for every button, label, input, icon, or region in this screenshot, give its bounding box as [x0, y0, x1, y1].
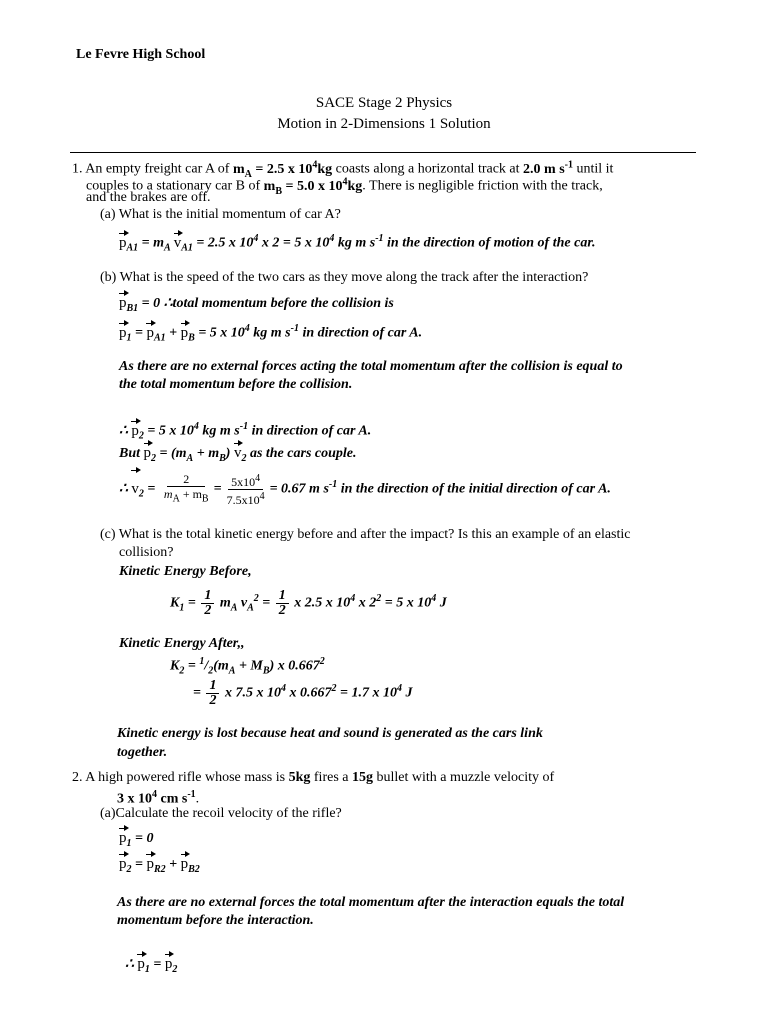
q1a-question: (a) What is the initial momentum of car A?: [100, 207, 341, 222]
ke-after-equation1: $K_2 = ^1/_2(m_A + M_B)$ x 0.667$^2$: [170, 656, 325, 677]
q1b-line1: $p_{B1} = 0$ ∴total momentum before the collision is: [119, 295, 394, 314]
q1a-answer: $p_{A1} = m_A$ $v_{A1} = 2.5$ x $10^4$ x 2 = 5 x $10^4$ kg m $s^{-1}$ in the direction of motion of the car.: [119, 233, 596, 254]
q2a-line1: $p_1 = 0$: [119, 830, 154, 849]
school-name: Le Fevre High School: [76, 47, 206, 62]
ke-after-label: Kinetic Energy After,,: [119, 636, 245, 651]
q2a-question: (a)Calculate the recoil velocity of the rifle?: [100, 806, 342, 821]
ke-after-equation2: = $\frac{1}{2}$ x 7.5 x $10^4$ x $0.667^2 = 1.7$ x $10^4$ J: [193, 677, 413, 708]
q2-intro-line2: 3 x $10^4$ cm $s^{-1}$.: [117, 789, 200, 807]
q1b-para-line2: the total momentum before the collision.: [119, 377, 353, 392]
q1-intro-line2: couples to a stationary car B of $m_B = 5.0$ x $10^4kg$. There is negligible friction with the track,: [86, 176, 603, 197]
q1b-line5: ∴ $v_2$ = $\frac{2}{m_A + m_B}$ = $\frac{5x10^4}{7.5x10^4}$ = 0.67 m $s^{-1}$ in the direction of the initial direction of car A.: [119, 472, 611, 507]
ke-lost-line2: together.: [117, 745, 168, 760]
q2-para-line2: momentum before the interaction.: [117, 913, 314, 928]
divider: [70, 152, 696, 153]
ke-lost-line1: Kinetic energy is lost because heat and sound is generated as the cars link: [117, 726, 543, 741]
q2-intro-line1: 2. A high powered rifle whose mass is 5kg fires a 15g bullet with a muzzle velocity of: [72, 770, 555, 785]
q2-para-line1: As there are no external forces the total momentum after the interaction equals the total: [117, 895, 625, 910]
q1b-question: (b) What is the speed of the two cars as they move along the track after the interaction?: [100, 270, 589, 285]
q1c-question-line1: (c) What is the total kinetic energy before and after the impact? Is this an example of an elastic: [100, 527, 631, 542]
q1b-line2: $p_1 = p_{A1} + p_B = 5$ x $10^4$ kg m $s^{-1}$ in direction of car A.: [119, 323, 423, 344]
q1-intro-line1: 1. An empty freight car A of $m_A = 2.5$ x $10^4kg$ coasts along a horizontal track at 2.0 m $s^{-1}$ until it: [72, 159, 614, 180]
topic-title: Motion in 2-Dimensions 1 Solution: [277, 116, 491, 132]
q2a-line2: $p_2 = p_{R2} + p_{B2}$: [119, 856, 200, 875]
ke-before-equation: $K_1$ = $\frac{1}{2}$ $m_A$ $v_A^2$ = $\frac{1}{2}$ x 2.5 x $10^4$ x $2^2 = 5$ x $10^4$ J: [170, 587, 447, 618]
q1b-para-line1: As there are no external forces acting the total momentum after the collision is equal to: [119, 359, 623, 374]
course-title: SACE Stage 2 Physics: [315, 95, 453, 111]
q2a-line3: ∴ $p_1 = p_2$: [125, 956, 178, 975]
q1-intro-line3: and the brakes are off.: [86, 190, 211, 205]
fraction-momentum-over-mass: $\frac{5x10^4}{7.5x10^4}$: [226, 472, 265, 507]
fraction-2-over-mass: $\frac{2}{m_A + m_B}$: [163, 472, 209, 505]
q1b-line4: But $p_2 = (m_A + m_B)$ $v_2$ as the cars couple.: [119, 445, 357, 464]
q1b-line3: ∴ $p_2 = 5$ x $10^4$ kg m $s^{-1}$ in direction of car A.: [119, 421, 372, 442]
q1c-question-line2: collision?: [119, 545, 174, 560]
ke-before-label: Kinetic Energy Before,: [119, 564, 252, 579]
